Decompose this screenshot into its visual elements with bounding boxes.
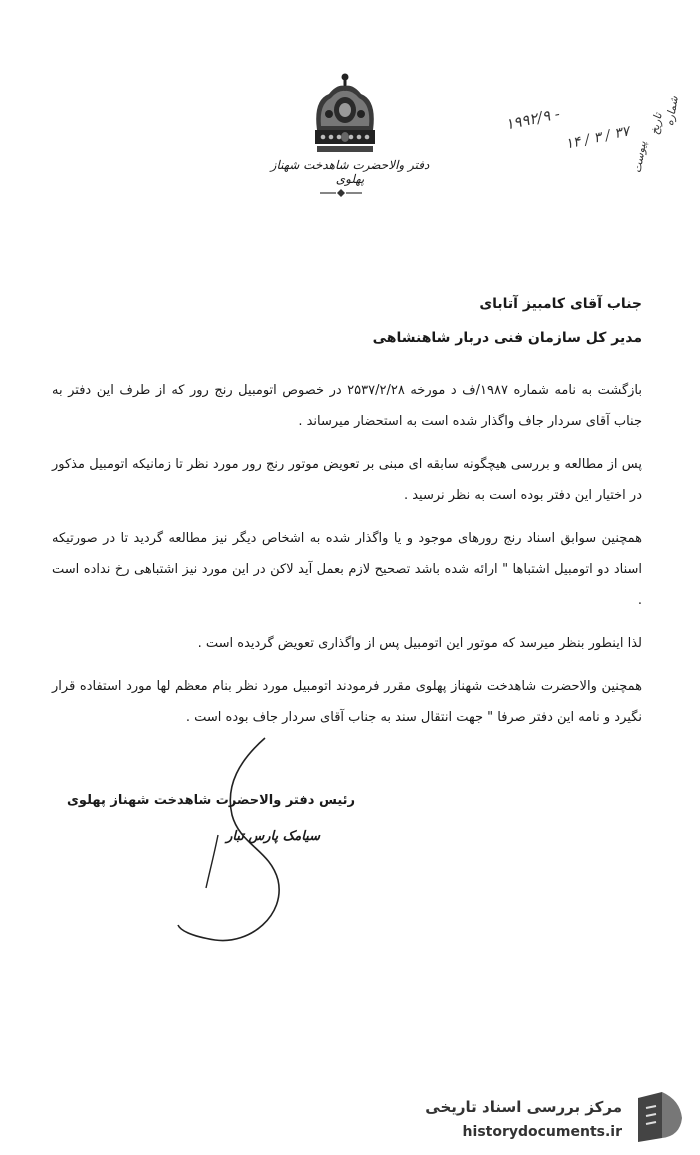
ornament-icon xyxy=(318,188,364,198)
handwritten-signature xyxy=(170,730,310,960)
reference-number: ۱۹۹۲/۹ - xyxy=(503,104,562,134)
body-paragraph-2: پس از مطالعه و بررسی هیچگونه سابقه ای مبنی بر تعویض موتور رنج رور مورد نظر تا زمانیکه اتومبیل مذکور در اختیار این دفتر بوده است به نظر نرسید . xyxy=(52,457,642,503)
addressee-title: مدیر کل سازمان فنی دربار شاهنشاهی xyxy=(372,330,642,346)
signatory-name: سیامک پارس تبار xyxy=(226,829,320,844)
body-paragraph-4: لذا اینطور بنظر میرسد که موتور این اتومبیل پس از واگذاری تعویض گردیده است . xyxy=(197,636,642,651)
archive-title: مرکز بررسی اسناد تاریخی xyxy=(425,1098,622,1116)
crown-emblem-icon xyxy=(305,70,385,158)
archive-url: historydocuments.ir xyxy=(462,1124,622,1140)
body-paragraph-1: بازگشت به نامه شماره ۱۹۸۷/ف د مورخه ۲۵۳۷/۲/۲۸ در خصوص اتومبیل رنج رور که از طرف این دفتر به جناب آقای سردار جاف واگذار شده است به استحضار میرساند . xyxy=(52,383,643,429)
reference-date: ۱۴ / ۳ / ۳۷ xyxy=(564,123,631,153)
body-paragraph-3: همچنین سوابق اسناد رنج رورهای موجود و یا واگذار شده به اشخاص دیگر نیز مطالعه گردید تا در صورتیکه اسناد دو اتومبیل اشتباها " ارائه شده باشد تصحیح لازم بعمل آید لاکن در این مورد نیز اشتباهی رخ نداده است . xyxy=(52,531,642,608)
reference-date-label: تاریخ xyxy=(648,112,665,136)
reference-attachment-label: پیوست xyxy=(630,140,649,174)
signatory-title: رئیس دفتر والاحضرت شاهدخت شهناز پهلوی xyxy=(67,793,355,808)
letter-body xyxy=(52,375,642,745)
body-paragraph-5: همچنین والاحضرت شاهدخت شهناز پهلوی مقرر فرمودند اتومبیل مورد نظر بنام معظم لها مورد استفاده قرار نگیرد و نامه این دفتر صرفا " جهت انتقال سند به جناب آقای سردار جاف بوده است . xyxy=(52,679,642,725)
addressee-name: جناب آقای کامبیز آتابای xyxy=(479,296,642,312)
office-name: دفتر والاحضرت شاهدخت شهناز پهلوی xyxy=(270,158,430,186)
archive-logo-icon xyxy=(632,1088,686,1146)
addressee-block xyxy=(322,287,642,355)
reference-number-label: شماره xyxy=(662,95,681,127)
